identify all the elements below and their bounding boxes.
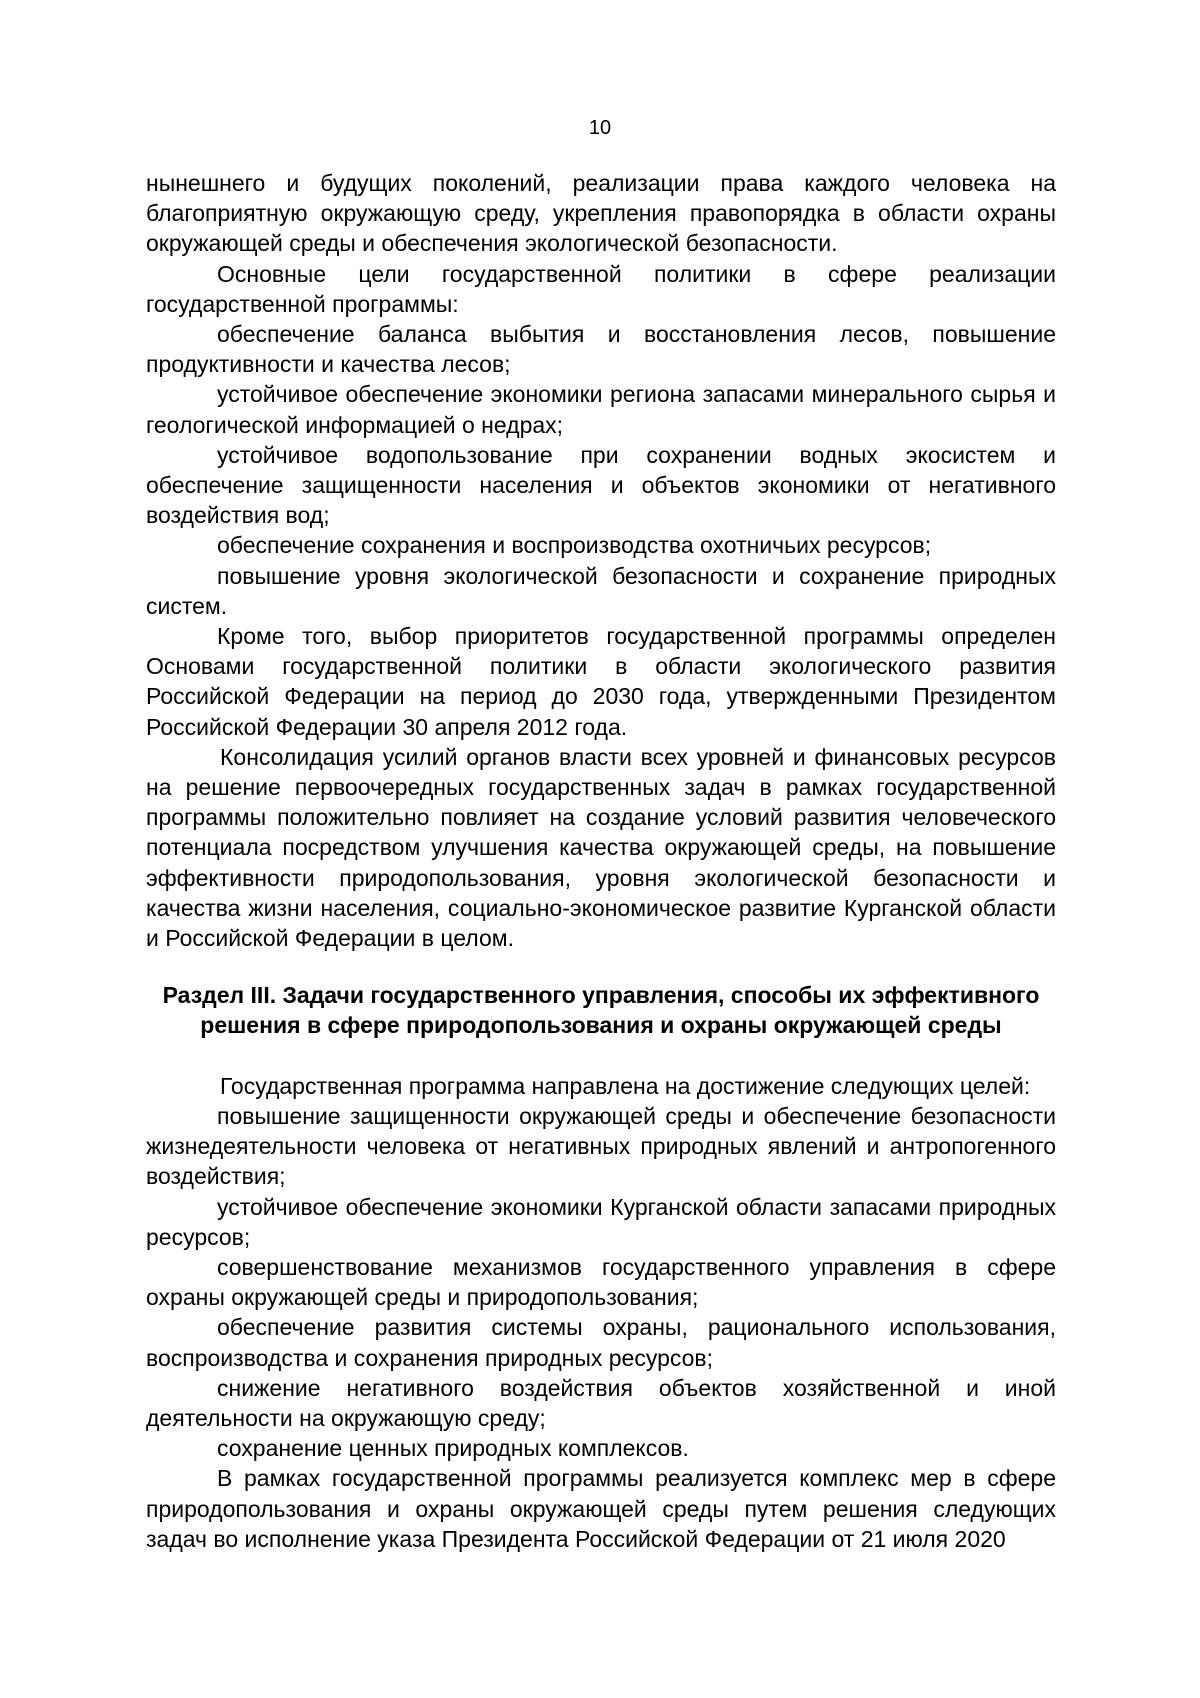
list-item-goal: сохранение ценных природных комплексов.: [217, 1435, 689, 1462]
paragraph-priorities: Кроме того, выбор приоритетов государственной программы определен Основами государственной политики в области экологического развития Российской Федерации на период до 2030 года, утвержденными Президентом Российской Федерации 30 апреля 2012 года.: [146, 623, 1056, 740]
section-heading: Раздел III. Задачи государственного управления, способы их эффективного решения в сфере природопользования и охраны окружающей среды: [162, 982, 1040, 1039]
list-item-goal: обеспечение сохранения и воспроизводства охотничьих ресурсов;: [217, 532, 932, 559]
list-item-goal: снижение негативного воздействия объектов хозяйственной и иной деятельности на окружающую среду;: [146, 1374, 1056, 1431]
list-item-goal: обеспечение развития системы охраны, рационального использования, воспроизводства и сохранения природных ресурсов;: [146, 1314, 1056, 1371]
paragraph-consolidation: Консолидация усилий органов власти всех уровней и финансовых ресурсов на решение первоочередных государственных задач в рамках государственной программы положительно повлияет на создание условий развития человеческого потенциала посредством улучшения качества окружающей среды, на повышение эффективности природопользования, уровня экологической безопасности и качества жизни населения, социально-экономическое развитие Курганской области и Российской Федерации в целом.: [146, 743, 1056, 952]
list-item-goal: устойчивое обеспечение экономики Курганской области запасами природных ресурсов;: [146, 1193, 1056, 1250]
paragraph-continuation: нынешнего и будущих поколений, реализации права каждого человека на благоприятную окружающую среду, укрепления правопорядка в области охраны окружающей среды и обеспечения экологической безопасности.: [146, 170, 1056, 257]
list-item-goal: устойчивое водопользование при сохранении водных экосистем и обеспечение защищенности населения и объектов экономики от негативного воздействия вод;: [146, 441, 1056, 529]
paragraph-policy-goals-intro: Основные цели государственной политики в сфере реализации государственной программы:: [146, 260, 1056, 317]
list-item-goal: повышение уровня экологической безопасности и сохранение природных систем.: [146, 562, 1056, 619]
document-body: [146, 168, 1056, 1554]
page-number: 10: [588, 117, 612, 139]
list-item-goal: совершенствование механизмов государственного управления в сфере охраны окружающей среды и природопользования;: [146, 1253, 1056, 1311]
list-item-goal: повышение защищенности окружающей среды и обеспечение безопасности жизнедеятельности человека от негативных природных явлений и антропогенного воздействия;: [146, 1102, 1056, 1190]
list-item-goal: обеспечение баланса выбытия и восстановления лесов, повышение продуктивности и качества лесов;: [146, 321, 1056, 378]
list-item-goal: устойчивое обеспечение экономики региона запасами минерального сырья и геологической информацией о недрах;: [146, 381, 1056, 438]
paragraph-measures: В рамках государственной программы реализуется комплекс мер в сфере природопользования и охраны окружающей среды путем решения следующих задач во исполнение указа Президента Российской Федерации от 21 июля 2020: [146, 1465, 1056, 1552]
paragraph-program-goals-intro: Государственная программа направлена на достижение следующих целей:: [220, 1072, 1031, 1099]
